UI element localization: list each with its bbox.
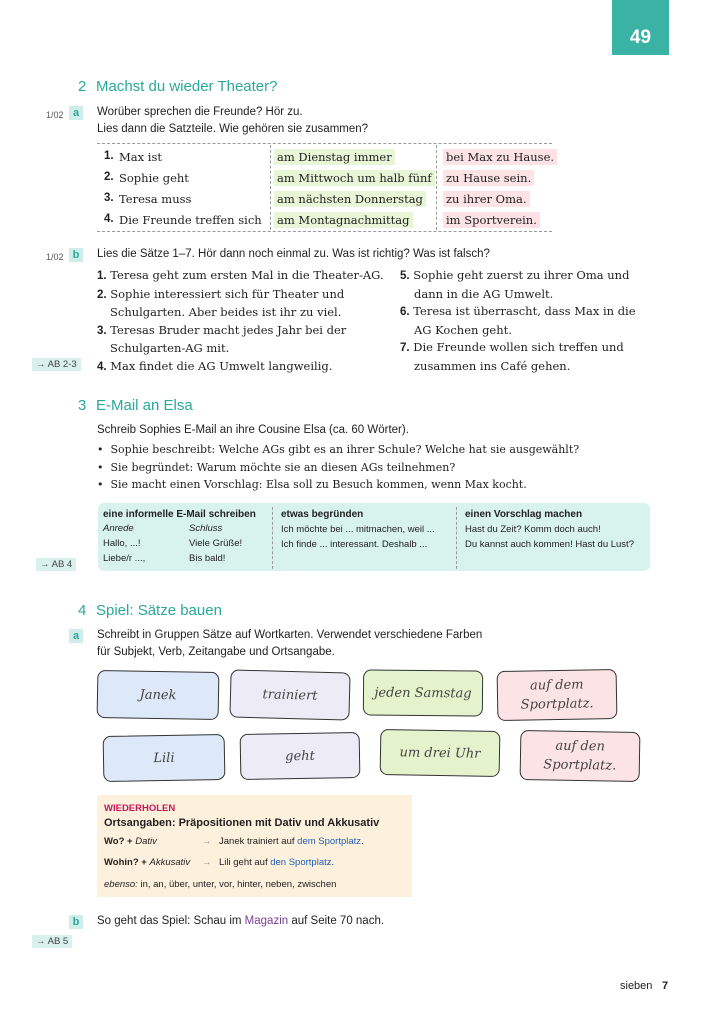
footer-page-word: sieben (620, 980, 653, 992)
item-number: 6. (400, 306, 410, 318)
item-number: 1. (97, 270, 107, 282)
list-item (97, 267, 387, 286)
list-item: • Sophie beschreibt: Welche AGs gibt es an ihrer Schule? Welche hat sie ausgewählt? (97, 443, 580, 456)
phrase-box-subheading: Schluss (189, 523, 223, 534)
section-title: Spiel: Sätze bauen (96, 602, 222, 619)
preposition-list: in, an, über, unter, vor, hinter, neben, zwischen (137, 879, 337, 890)
section-number: 2 (78, 78, 87, 95)
section-title: Machst du wieder Theater? (96, 78, 278, 95)
phrase-box-heading: eine informelle E-Mail schreiben (103, 509, 256, 520)
item-text: Sophie interessiert sich für Theater und (110, 286, 345, 301)
word-card-place (520, 730, 641, 782)
arrow-icon: → (202, 836, 212, 847)
task-letter-b: b (69, 915, 83, 929)
task-2b-instruction: Lies die Sätze 1–7. Hör dann noch einmal zu. Was ist richtig? Was ist falsch? (97, 248, 490, 260)
table-divider (436, 145, 437, 230)
item-text: Max findet die AG Umwelt langweilig. (110, 358, 333, 373)
footer-page-number: 7 (662, 980, 669, 992)
arrow-icon: → (202, 857, 212, 868)
workbook-reference[interactable]: → AB 4 (36, 558, 76, 571)
place-phrase: im Sportverein. (443, 212, 540, 228)
phrase: Hast du Zeit? Komm doch auch! (465, 524, 601, 535)
instruction-line: für Subjekt, Verb, Zeitangabe und Ortsangabe. (97, 646, 335, 658)
task-letter-b: b (69, 248, 83, 262)
item-text: Teresa geht zum ersten Mal in die Theater-AG. (110, 268, 384, 282)
item-number: 5. (400, 270, 410, 282)
example-text: . (331, 857, 335, 868)
section-number: 3 (78, 397, 87, 414)
instruction-line: Worüber sprechen die Freunde? Hör zu. (97, 106, 303, 118)
page-number-tab (612, 0, 669, 55)
review-row-wo (104, 836, 157, 847)
word-card-subject: Janek (97, 670, 220, 720)
list-item: • Sie macht einen Vorschlag: Elsa soll zu Besuch kommen, wenn Max kocht. (97, 478, 527, 491)
word-card-verb: geht (240, 732, 361, 780)
ebenso-label: ebenso: (104, 879, 138, 890)
row-number: 3. (104, 192, 114, 204)
time-phrase: am Montagnachmittag (274, 212, 413, 228)
item-text: zusammen ins Café gehen. (414, 358, 571, 373)
magazin-link[interactable]: Magazin (244, 915, 289, 927)
time-phrase: am Dienstag immer (274, 149, 395, 165)
item-text: AG Kochen geht. (414, 322, 512, 337)
row-subject: Max ist (119, 150, 162, 164)
phrase-list (281, 523, 435, 552)
example-sentence (219, 857, 334, 868)
row-subject: Die Freunde treffen sich (119, 213, 262, 227)
instruction-text: auf Seite 70 nach. (288, 915, 385, 927)
example-sentence (219, 836, 364, 847)
phrase: Bis bald! (189, 552, 226, 564)
phrase-list (189, 537, 242, 566)
task-letter-a: a (69, 106, 83, 120)
word-card-time: um drei Uhr (380, 729, 501, 777)
card-text: Sportplatz. (520, 696, 594, 713)
phrase: Ich möchte bei ... mitmachen, weil ... (281, 524, 435, 535)
question-label: Wohin? + (104, 857, 150, 868)
bullet-list (97, 441, 579, 494)
bullet-text: Sophie beschreibt: Welche AGs gibt es an ihrer Schule? Welche hat sie ausgewählt? (110, 443, 580, 456)
section-title: E-Mail an Elsa (96, 397, 193, 414)
list-item: • Sie begründet: Warum möchte sie an diesen AGs teilnehmen? (97, 460, 456, 474)
case-label: Dativ (135, 836, 157, 847)
section-3-heading (78, 397, 193, 414)
review-tag: WIEDERHOLEN (104, 803, 176, 814)
review-ebenso (104, 879, 336, 890)
statement-list-left (97, 267, 387, 376)
item-number: 4. (97, 360, 107, 373)
case-label: Akkusativ (149, 857, 191, 868)
list-item (97, 322, 387, 358)
phrase: Du kannst auch kommen! Hast du Lust? (465, 538, 634, 550)
task-4a-instruction (97, 627, 482, 661)
table-top-border (97, 143, 552, 144)
row-number: 1. (104, 150, 114, 162)
statement-list-right (400, 267, 650, 375)
phrase: Liebe/r ..., (103, 552, 146, 564)
task-letter-a: a (69, 629, 83, 643)
item-number: 7. (400, 342, 410, 354)
audio-track-label: 1/02 (46, 252, 64, 262)
workbook-reference[interactable]: → AB 5 (32, 935, 72, 948)
review-title: Ortsangaben: Präpositionen mit Dativ und Akkusativ (104, 817, 380, 829)
item-text: Schulgarten. Aber beides ist ihr zu viel. (110, 305, 342, 319)
item-number: 2. (97, 288, 107, 301)
workbook-reference[interactable]: → AB 2-3 (32, 358, 81, 371)
phrase: Ich finde ... interessant. Deshalb ... (281, 538, 428, 550)
bullet-text: Sie macht einen Vorschlag: Elsa soll zu Besuch kommen, wenn Max kocht. (110, 478, 527, 491)
card-text: auf den (555, 738, 606, 755)
item-number: 3. (97, 324, 107, 337)
place-phrase: zu ihrer Oma. (443, 191, 530, 207)
table-bottom-border (97, 231, 552, 232)
item-text: Teresas Bruder macht jedes Jahr bei der (110, 322, 347, 337)
item-text: dann in die AG Umwelt. (414, 286, 554, 301)
box-divider (456, 507, 457, 569)
highlighted-phrase: dem Sportplatz (297, 836, 362, 847)
page-number: 49 (629, 27, 652, 48)
row-subject: Teresa muss (119, 192, 192, 206)
place-phrase: zu Hause sein. (443, 170, 534, 186)
highlighted-phrase: den Sportplatz (270, 857, 332, 868)
box-divider (272, 507, 273, 569)
bullet-text: Sie begründet: Warum möchte sie an diesen AGs teilnehmen? (110, 460, 456, 474)
word-card-time: jeden Samstag (363, 669, 483, 716)
phrase: Viele Grüße! (189, 538, 243, 549)
phrase-list (103, 537, 145, 566)
list-item (400, 267, 650, 303)
phrase: Hallo, ...! (103, 538, 141, 549)
example-text: . (361, 836, 364, 847)
card-text: Sportplatz. (543, 757, 617, 774)
review-row-wohin (104, 857, 190, 868)
item-text: Sophie geht zuerst zu ihrer Oma und (413, 268, 630, 282)
word-card-verb: trainiert (229, 669, 350, 720)
instruction-text: So geht das Spiel: Schau im (97, 915, 245, 927)
row-number: 2. (104, 171, 114, 183)
place-phrase: bei Max zu Hause. (443, 149, 557, 165)
phrase-box-heading: einen Vorschlag machen (465, 509, 583, 520)
example-text: Janek trainiert auf (219, 836, 298, 847)
time-phrase: am nächsten Donnerstag (274, 191, 426, 207)
task-2a-instruction (97, 104, 368, 138)
task-3-instruction: Schreib Sophies E-Mail an ihre Cousine Elsa (ca. 60 Wörter). (97, 424, 409, 436)
section-4-heading (78, 602, 222, 619)
time-phrase: am Mittwoch um halb fünf (274, 170, 435, 186)
row-subject: Sophie geht (119, 171, 189, 185)
instruction-line: Schreibt in Gruppen Sätze auf Wortkarten. Verwendet verschiedene Farben (97, 629, 483, 641)
list-item (97, 358, 387, 377)
table-divider (270, 145, 271, 230)
item-text: Die Freunde wollen sich treffen und (413, 340, 624, 354)
word-card-subject: Lili (103, 734, 226, 782)
example-text: Lili geht auf (219, 857, 271, 868)
phrase-list (465, 523, 634, 552)
instruction-line: Lies dann die Satzteile. Wie gehören sie zusammen? (97, 123, 369, 135)
question-label: Wo? + (104, 836, 136, 847)
item-text: Teresa ist überrascht, dass Max in die (413, 304, 636, 318)
list-item (97, 286, 387, 322)
task-4b-instruction (97, 913, 384, 930)
phrase-box-heading: etwas begründen (281, 509, 364, 520)
list-item (400, 303, 650, 339)
item-text: Schulgarten-AG mit. (110, 341, 230, 355)
audio-track-label: 1/02 (46, 110, 64, 120)
section-2-heading (78, 78, 278, 95)
row-number: 4. (104, 213, 114, 225)
card-text: auf dem (529, 677, 584, 694)
word-card-place (497, 669, 618, 721)
phrase-box-subheading: Anrede (103, 523, 134, 534)
section-number: 4 (78, 602, 87, 619)
list-item (400, 339, 650, 375)
